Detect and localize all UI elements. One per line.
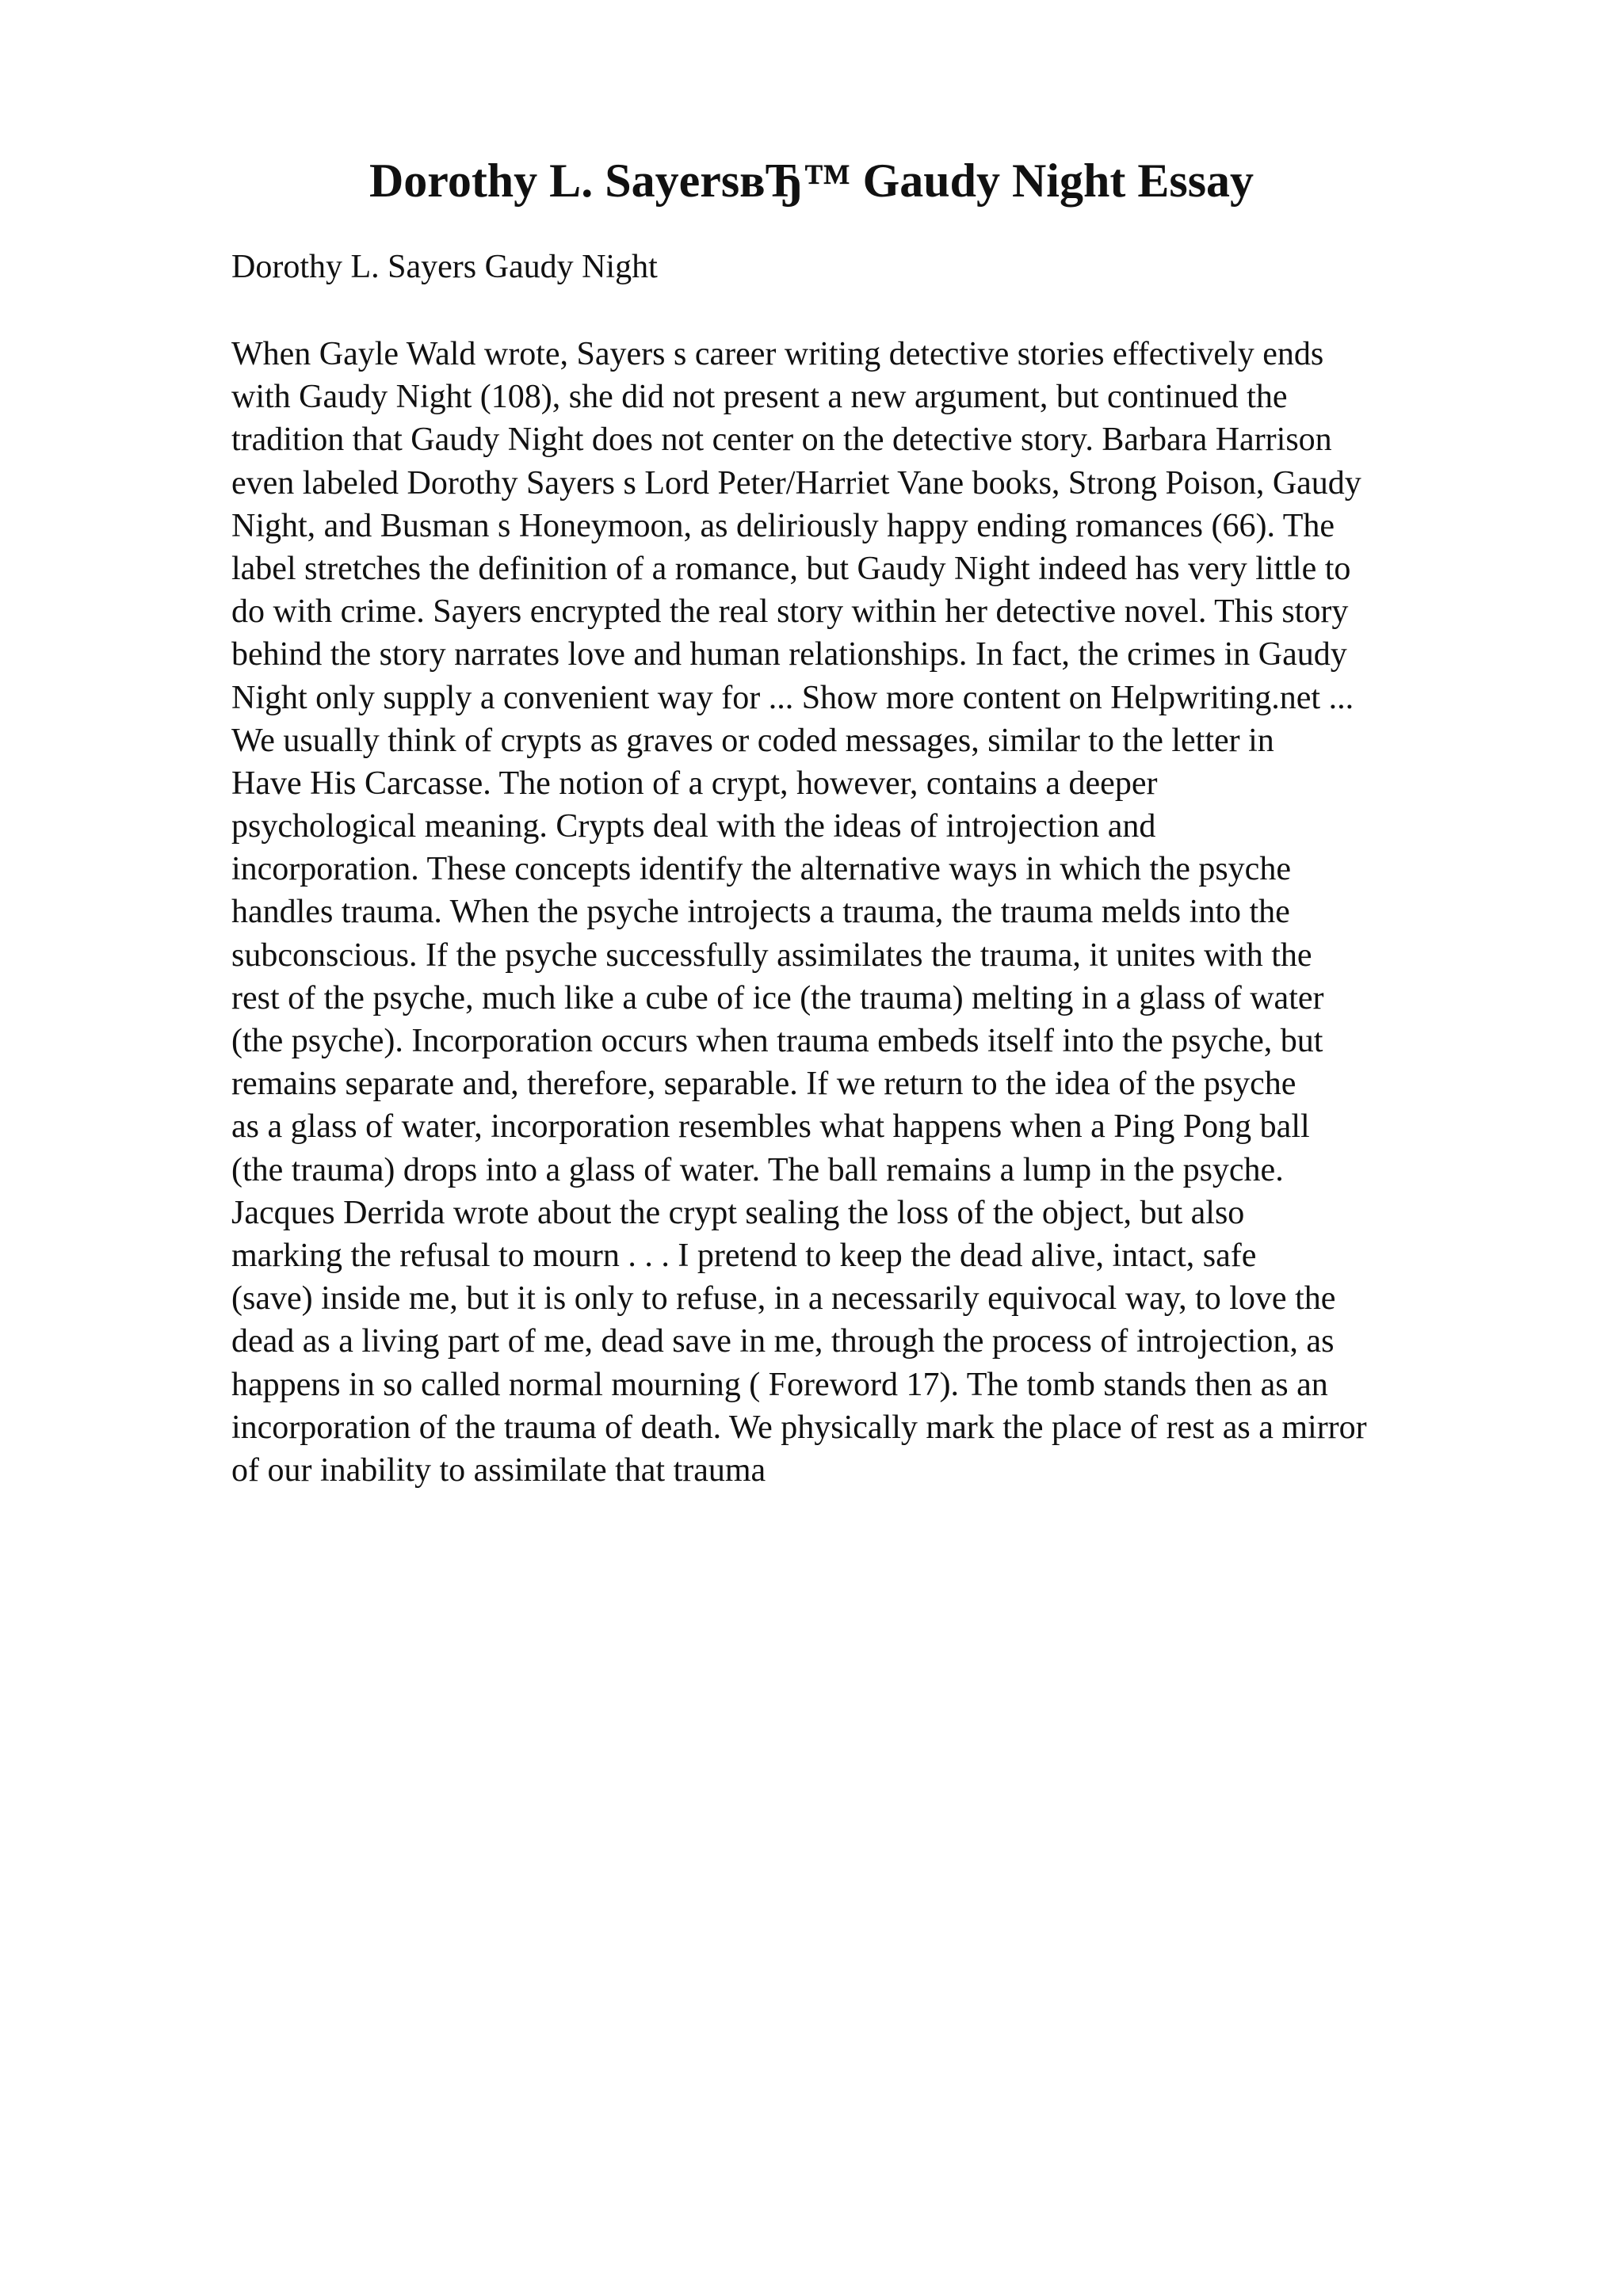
- body-line: subconscious. If the psyche successfully assimilates the trauma, it unites with the: [231, 936, 1312, 974]
- body-line: incorporation of the trauma of death. We physically mark the place of rest as a mirror: [231, 1409, 1367, 1446]
- body-line: dead as a living part of me, dead save in me, through the process of introjection, as: [231, 1323, 1335, 1360]
- body-line: happens in so called normal mourning ( Foreword 17). The tomb stands then as an: [231, 1366, 1328, 1403]
- document-subtitle: Dorothy L. Sayers Gaudy Night: [231, 249, 658, 285]
- body-line: Night only supply a convenient way for ... Show more content on Helpwriting.net ...: [231, 679, 1354, 716]
- body-line: tradition that Gaudy Night does not center on the detective story. Barbara Harrison: [231, 421, 1332, 459]
- body-line: behind the story narrates love and human relationships. In fact, the crimes in Gaudy: [231, 636, 1347, 673]
- body-line: remains separate and, therefore, separable. If we return to the idea of the psyche: [231, 1066, 1296, 1103]
- body-line: We usually think of crypts as graves or coded messages, similar to the letter in: [231, 722, 1274, 759]
- body-line: (save) inside me, but it is only to refuse, in a necessarily equivocal way, to love the: [231, 1280, 1336, 1318]
- body-line: (the psyche). Incorporation occurs when trauma embeds itself into the psyche, but: [231, 1023, 1323, 1059]
- body-line: handles trauma. When the psyche introjects a trauma, the trauma melds into the: [231, 894, 1290, 931]
- document-title: Dorothy L. SayersвЂ™ Gaudy Night Essay: [369, 154, 1254, 207]
- body-line: of our inability to assimilate that trauma: [231, 1451, 766, 1489]
- document-body: [231, 333, 1515, 1492]
- body-line: psychological meaning. Crypts deal with the ideas of introjection and: [231, 808, 1156, 845]
- body-line: as a glass of water, incorporation resembles what happens when a Ping Pong ball: [231, 1108, 1310, 1146]
- body-line: Night, and Busman s Honeymoon, as deliriously happy ending romances (66). The: [231, 507, 1335, 544]
- body-line: rest of the psyche, much like a cube of ice (the trauma) melting in a glass of water: [231, 979, 1324, 1016]
- body-line: do with crime. Sayers encrypted the real story within her detective novel. This story: [231, 593, 1349, 631]
- body-line: even labeled Dorothy Sayers s Lord Peter/Harriet Vane books, Strong Poison, Gaudy: [231, 464, 1361, 502]
- body-line: Have His Carcasse. The notion of a crypt, however, contains a deeper: [231, 765, 1158, 802]
- body-line: with Gaudy Night (108), she did not present a new argument, but continued the: [231, 379, 1288, 416]
- body-line: label stretches the definition of a romance, but Gaudy Night indeed has very little to: [231, 550, 1351, 587]
- body-line: marking the refusal to mourn . . . I pretend to keep the dead alive, intact, safe: [231, 1237, 1257, 1274]
- body-line: When Gayle Wald wrote, Sayers s career writing detective stories effectively ends: [231, 336, 1324, 372]
- body-line: incorporation. These concepts identify the alternative ways in which the psyche: [231, 851, 1291, 888]
- body-line: Jacques Derrida wrote about the crypt sealing the loss of the object, but also: [231, 1194, 1245, 1231]
- body-line: (the trauma) drops into a glass of water. The ball remains a lump in the psyche.: [231, 1151, 1284, 1188]
